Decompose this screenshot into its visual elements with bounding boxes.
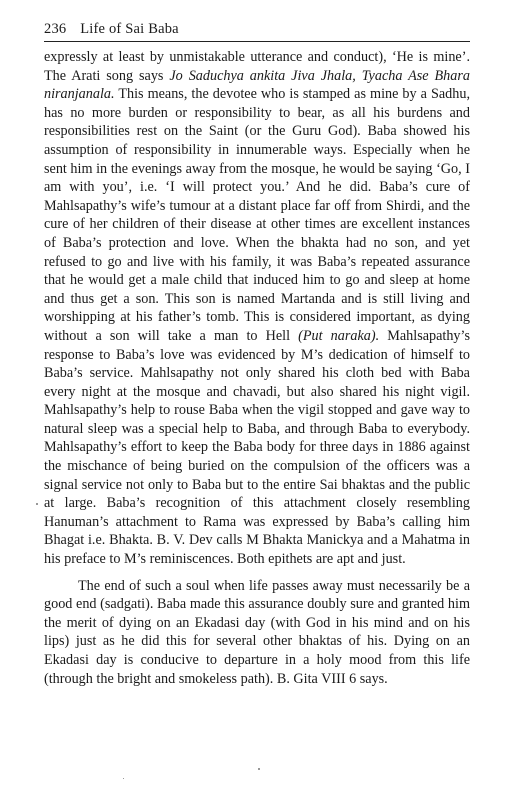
paragraph-1-part-a: expressly at least by unmistakable utterance and conduct), ‘He is mine’. The Arati song says [44,49,470,84]
arati-song-quote: Jo Saduchya ankita Jiva Jhala, Tyacha Ase Bhara niranjanala. [44,67,470,103]
page-number: 236 [44,21,67,37]
put-naraka-term: (Put naraka). [298,327,380,344]
paragraph-1 [44,48,470,569]
running-head [44,20,466,41]
header-rule [44,41,470,42]
paragraph-1-part-c: Mahlsapathy’s response to Baba’s love was evidenced by M’s dedication of himself to Baba’s service. Mahlsapathy not only shared his cloth bed with Baba every night at the mosque and chavadi, but also shared his night vigil. Mahlsapathy’s help to rouse Baba when the vigil stopped and gave way to natural sleep was a special help to Baba, and through Baba to everybody. Mahlsapathy’s effort to keep the Baba body for three days in 1886 against the mischance of being buried on the compulsion of the officers was a signal service not only to Baba but to the entire Sai bhaktas and the public at large. Baba’s recognition of this attachment closely resembling Hanuman’s attachment to Rama was expressed by Baba’s calling him Bhagat i.e. Bhakta. B. V. Dev calls M Bhakta Manickya and a Mahatma in his preface to M’s reminiscences. Both epithets are apt and just. [44,327,470,568]
paragraph-2: The end of such a soul when life passes away must necessarily be a good end (sadgati). Baba made this assurance doubly sure and granted him the merit of dying on an Ekadasi day (with God in his mind and on his lips) just as he did this for several other bhaktas of his. Dying on an Ekadasi day is conducive to departure in a holy mood from this life (through the bright and smokeless path). B. Gita VIII 6 says. [44,577,470,687]
scan-speck [36,503,38,505]
body-text [44,48,470,688]
scan-speck [258,768,260,770]
paragraph-1-part-b: This means, the devotee who is stamped as mine by a Sadhu, has no more burden or responsibility to bear, as all his burdens and responsibilities rest on the Saint (or the Guru God). Baba showed his assumption of responsibility in innumerable ways. Especially when he sent him in the evenings away from the mosque, he would be saying ‘Go, I am with you’, i.e. ‘I will protect you.’ And he did. Baba’s cure of Mahlsapathy’s wife’s tumour at a distant place far off from Shirdi, and the cure of her children of their disease at other times are excellent instances of Baba’s protection and love. When the bhakta had no son, and yet refused to go and live with his family, it was Baba’s repeated assurance that he would get a male child that induced him to go and sleep at home and thus get a son. This son is named Martanda and is still living and worshipping at his father’s tomb. This is considered important, as dying without a son will take a man to Hell [44,86,470,344]
scan-speck [123,778,124,779]
book-title: Life of Sai Baba [80,21,179,37]
